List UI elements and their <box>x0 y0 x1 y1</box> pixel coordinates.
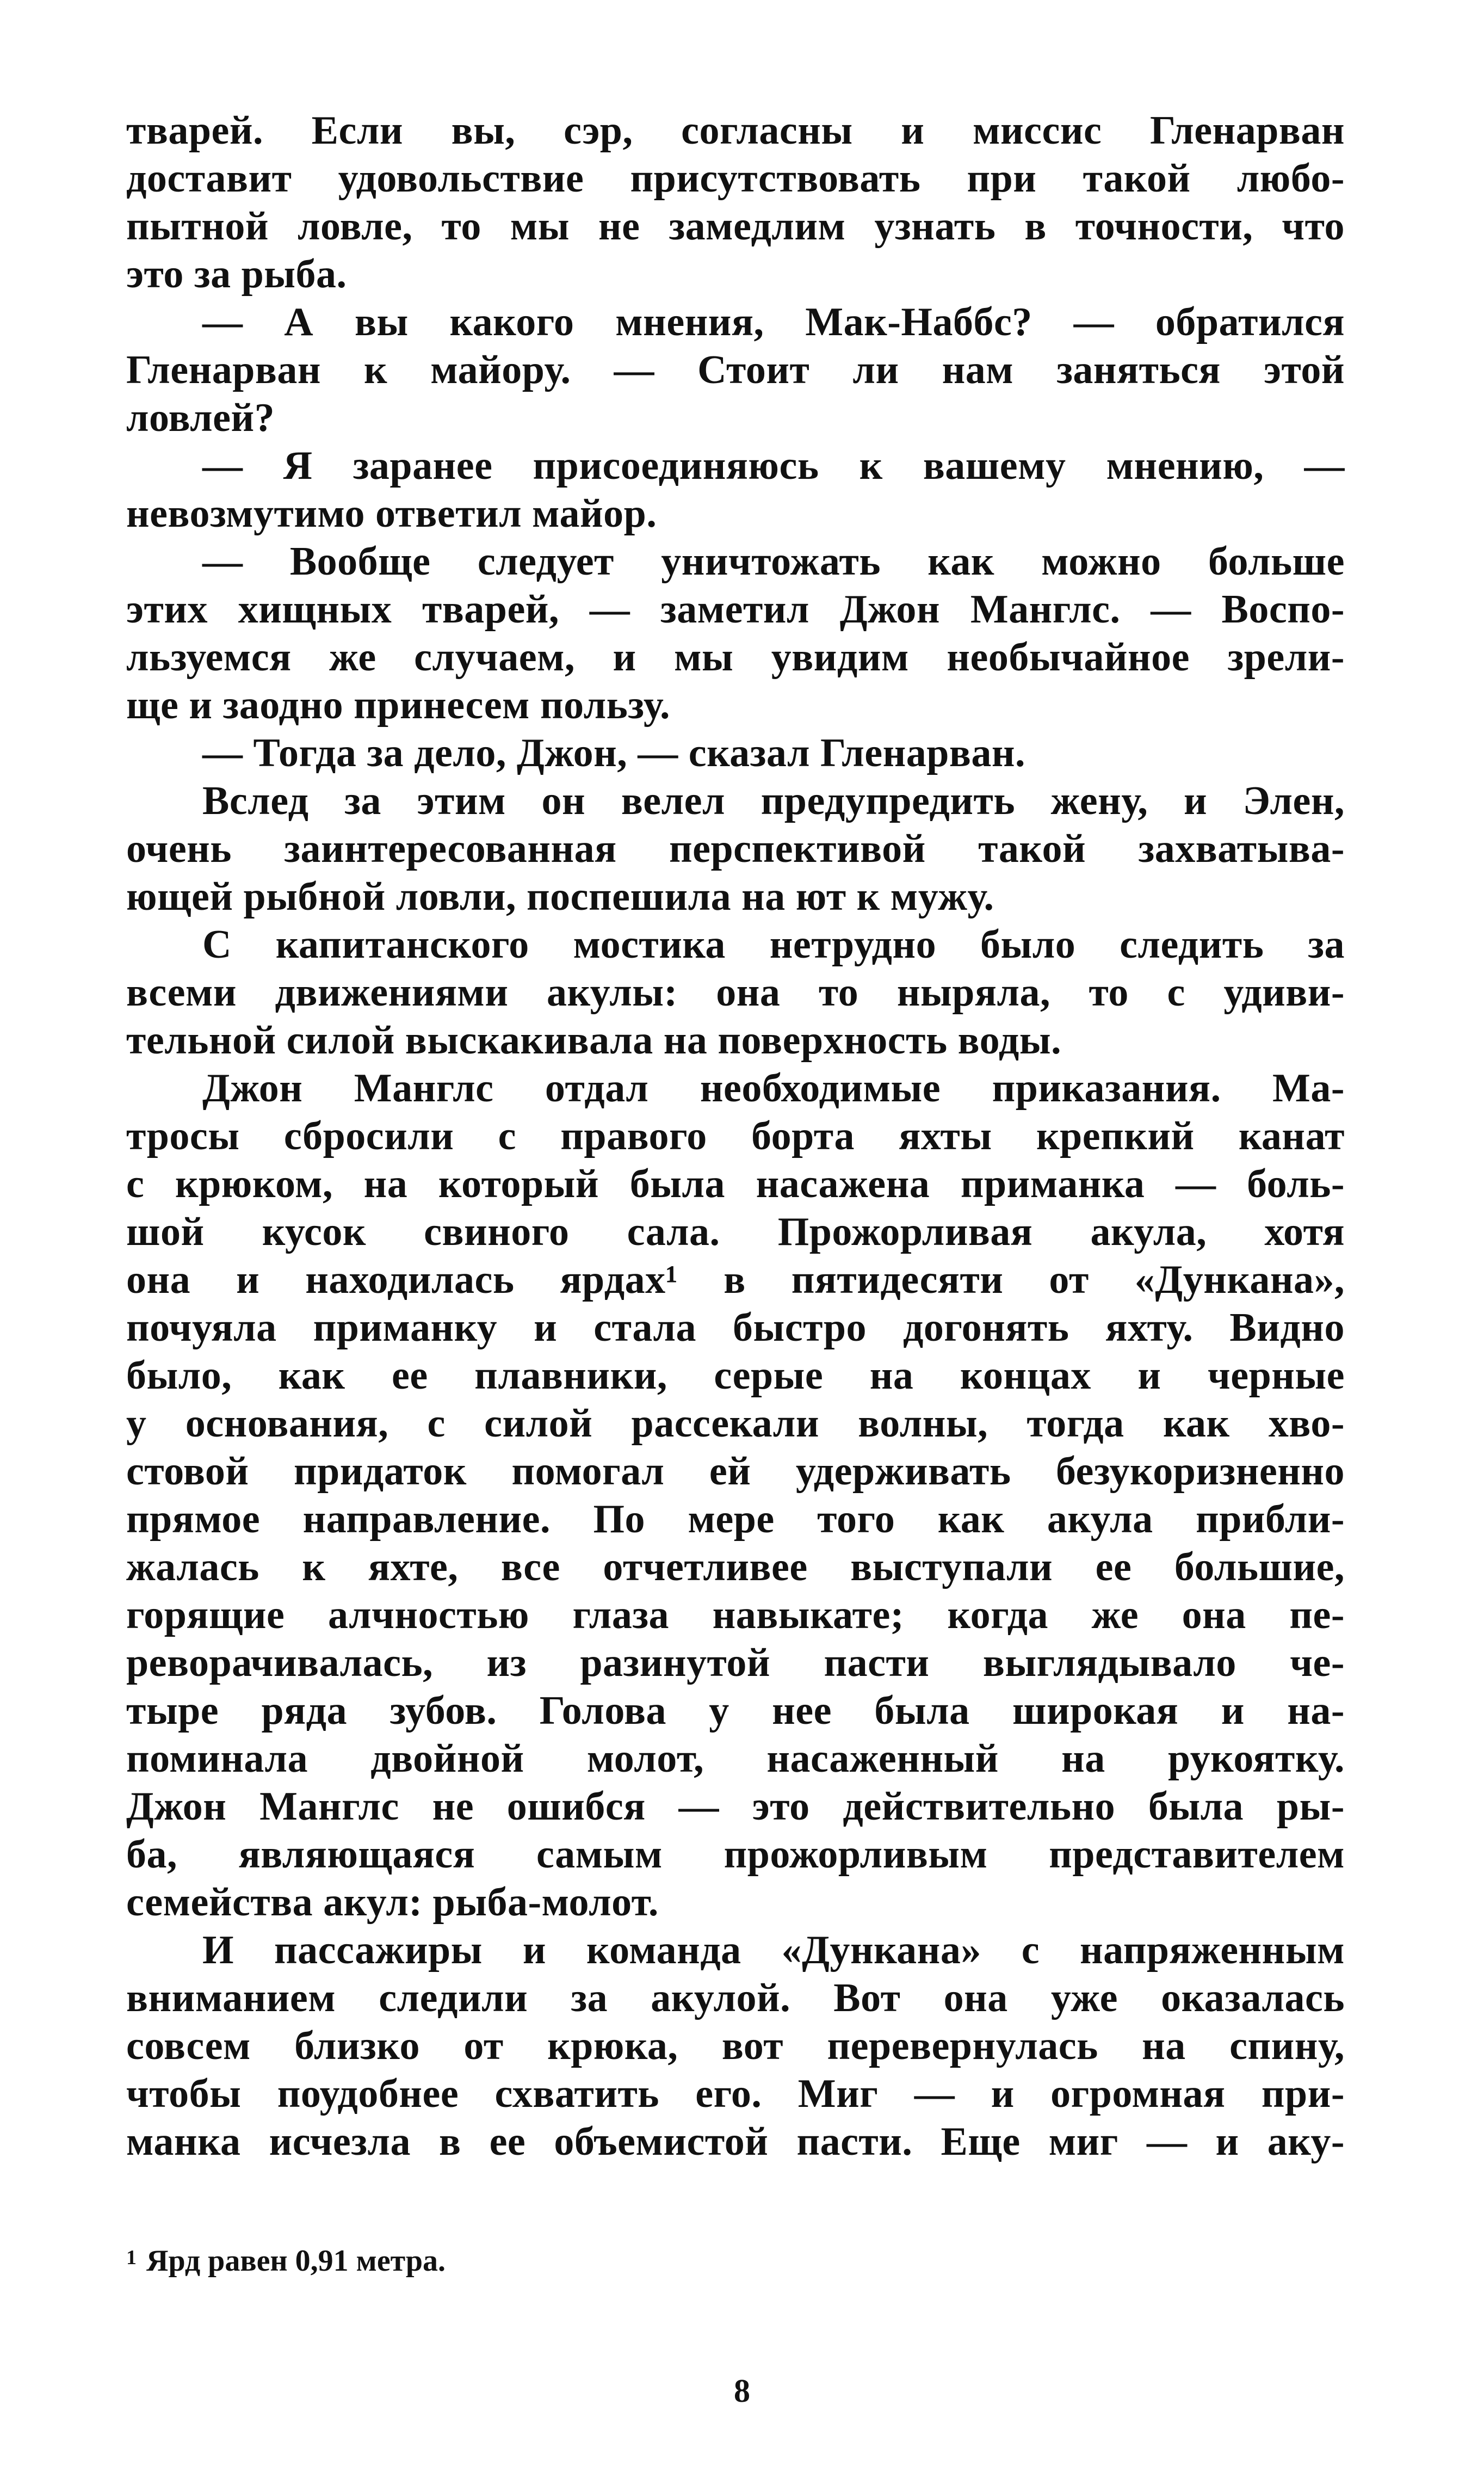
text-line: И пассажиры и команда «Дункана» с напряженным <box>202 1928 1345 1972</box>
text-line: — Тогда за дело, Джон, — сказал Гленарван. <box>202 731 1026 775</box>
text-line: ще и заодно принесем пользу. <box>126 683 671 728</box>
text-line: совсем близко от крюка, вот перевернулась на спину, <box>126 2024 1345 2068</box>
text-line: тварей. Если вы, сэр, согласны и миссис Гленарван <box>126 108 1345 153</box>
text-line: пытной ловле, то мы не замедлим узнать в точности, что <box>126 204 1345 249</box>
footnote-marker: 1 <box>126 2246 137 2269</box>
text-line: чтобы поудобнее схватить его. Миг — и огромная при- <box>126 2072 1345 2116</box>
text-line: — Вообще следует уничтожать как можно больше <box>202 539 1345 584</box>
text-line: доставит удовольствие присутствовать при такой любо- <box>126 156 1345 201</box>
text-line: ющей рыбной ловли, поспешила на ют к мужу. <box>126 874 994 919</box>
text-line: С капитанского мостика нетрудно было следить за <box>202 922 1345 967</box>
text-line: тельной силой выскакивала на поверхность воды. <box>126 1018 1062 1063</box>
text-line: это за рыба. <box>126 252 347 297</box>
footnote <box>126 2242 446 2280</box>
text-line: было, как ее плавники, серые на концах и черные <box>126 1353 1345 1398</box>
text-line: невозмутимо ответил майор. <box>126 491 657 536</box>
text-line: горящие алчностью глаза навыкате; когда же она пе- <box>126 1593 1345 1637</box>
text-line: шой кусок свиного сала. Прожорливая акула, хотя <box>126 1210 1345 1254</box>
text-line: этих хищных тварей, — заметил Джон Манглс. — Воспо- <box>126 587 1345 632</box>
text-line: она и находилась ярдах¹ в пятидесяти от «Дункана», <box>126 1257 1345 1302</box>
text-line: очень заинтересованная перспективой такой захватыва- <box>126 827 1345 871</box>
main-text <box>126 107 1345 2166</box>
text-line: ба, являющаяся самым прожорливым представителем <box>126 1832 1345 1877</box>
text-line: манка исчезла в ее объемистой пасти. Еще миг — и аку- <box>126 2119 1345 2164</box>
text-line: жалась к яхте, все отчетливее выступали ее большие, <box>126 1545 1345 1589</box>
text-line: с крюком, на который была насажена приманка — боль- <box>126 1162 1345 1206</box>
text-line: Джон Манглс не ошибся — это действительно была ры- <box>126 1784 1345 1829</box>
text-line: тыре ряда зубов. Голова у нее была широкая и на- <box>126 1688 1345 1733</box>
text-line: всеми движениями акулы: она то ныряла, то с удиви- <box>126 970 1345 1015</box>
text-line: стовой придаток помогал ей удерживать безукоризненно <box>126 1449 1345 1494</box>
footnote-text: Ярд равен 0,91 метра. <box>146 2244 446 2278</box>
text-line: — А вы какого мнения, Мак-Наббс? — обратился <box>202 300 1345 344</box>
text-line: ловлей? <box>126 396 275 440</box>
text-line: льзуемся же случаем, и мы увидим необычайное зрели- <box>126 635 1345 680</box>
text-line: Вслед за этим он велел предупредить жену, и Элен, <box>202 779 1345 823</box>
text-line: почуяла приманку и стала быстро догонять яхту. Видно <box>126 1305 1345 1350</box>
text-line: вниманием следили за акулой. Вот она уже оказалась <box>126 1976 1345 2020</box>
text-line: — Я заранее присоединяюсь к вашему мнению, — <box>202 443 1345 488</box>
text-line: тросы сбросили с правого борта яхты крепкий канат <box>126 1114 1345 1158</box>
text-line: Джон Манглс отдал необходимые приказания. Ма- <box>202 1066 1345 1111</box>
text-line: Гленарван к майору. — Стоит ли нам заняться этой <box>126 348 1345 392</box>
text-line: семейства акул: рыба-молот. <box>126 1880 659 1925</box>
text-line: поминала двойной молот, насаженный на рукоятку. <box>126 1736 1345 1781</box>
text-line: прямое направление. По мере того как акула прибли- <box>126 1497 1345 1542</box>
text-line: у основания, с силой рассекали волны, тогда как хво- <box>126 1401 1345 1446</box>
page-number: 8 <box>734 2373 750 2409</box>
text-line: реворачивалась, из разинутой пасти выглядывало че- <box>126 1641 1345 1685</box>
